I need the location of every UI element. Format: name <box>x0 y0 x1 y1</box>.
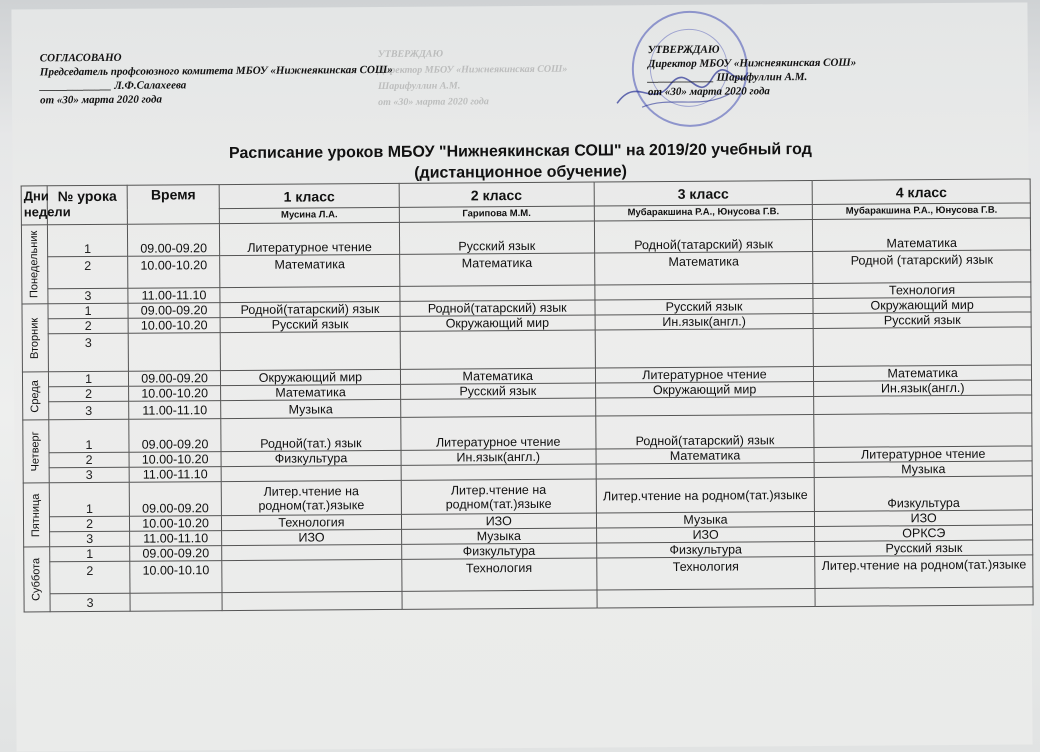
schedule-cell: Технология <box>222 514 402 530</box>
schedule-cell: Окружающий мир <box>595 381 814 398</box>
schedule-cell <box>402 590 597 609</box>
schedule-cell <box>814 395 1032 415</box>
header-class-2: 2 класс <box>399 182 594 207</box>
lesson-time: 09.00-09.20 <box>129 419 221 453</box>
approval-block-right <box>648 42 857 99</box>
schedule-cell: Русский язык <box>400 383 595 399</box>
lesson-time: 09.00-09.20 <box>129 482 221 517</box>
day-cell-thursday: Четверг <box>23 420 49 483</box>
schedule-cell <box>400 330 595 369</box>
day-cell-tuesday: Вторник <box>22 304 48 372</box>
schedule-cell: Русский язык <box>595 298 814 315</box>
schedule-cell: Математика <box>399 253 594 286</box>
day-cell-saturday: Суббота <box>24 547 50 612</box>
schedule-cell <box>220 331 400 370</box>
schedule-cell: ИЗО <box>596 526 815 543</box>
schedule-cell: ИЗО <box>222 529 402 545</box>
schedule-cell <box>596 462 815 479</box>
lesson-number: 2 <box>50 561 130 594</box>
schedule-cell: Физкультура <box>596 541 815 558</box>
bleed-through-text: УТВЕРЖДАЮ Директор МБОУ «Нижнеякинская СОШ» Шарифуллин А.М. от «30» марта 2020 года <box>377 48 568 108</box>
approval-left-signature-line: _____________ Л.Ф.Салахеева <box>39 79 187 93</box>
lesson-number: 3 <box>48 288 128 304</box>
schedule-cell: Математика <box>594 251 813 285</box>
schedule-cell: Математика <box>813 218 1031 252</box>
lesson-time: 09.00-09.20 <box>128 224 220 257</box>
schedule-cell <box>814 327 1032 367</box>
lesson-time: 09.00-09.20 <box>130 546 222 562</box>
lesson-number: 3 <box>49 467 129 483</box>
lesson-number: 1 <box>49 482 129 517</box>
schedule-cell: Литер.чтение на родном(тат.)языке <box>221 480 401 515</box>
lesson-time: 11.00-11.10 <box>130 531 222 547</box>
schedule-cell: Русский язык <box>815 540 1033 557</box>
lesson-time: 11.00-11.10 <box>129 401 221 420</box>
schedule-cell <box>222 559 402 592</box>
approval-block-left <box>40 49 393 107</box>
schedule-cell <box>401 464 596 480</box>
document-sheet <box>11 2 1032 751</box>
lesson-time: 10.00-10.20 <box>129 452 221 468</box>
lesson-time: 09.00-09.20 <box>129 371 221 387</box>
lesson-number: 1 <box>50 546 130 562</box>
schedule-cell: Технология <box>813 282 1031 299</box>
schedule-table <box>21 178 1034 612</box>
schedule-cell: Музыка <box>401 528 596 544</box>
schedule-cell: Физкультура <box>221 450 401 466</box>
lesson-time: 10.00-10.20 <box>130 516 222 532</box>
schedule-cell <box>597 588 816 608</box>
schedule-cell: Физкультура <box>815 476 1033 512</box>
lesson-number: 1 <box>49 419 129 453</box>
lesson-time: 10.00-10.20 <box>128 256 220 289</box>
schedule-cell: Родной(татарский) язык <box>595 414 814 449</box>
schedule-cell: Литературное чтение <box>814 446 1032 463</box>
day-cell-monday: Понедельник <box>21 225 48 304</box>
schedule-cell <box>595 283 814 300</box>
lesson-number: 3 <box>50 593 130 612</box>
lesson-time: 10.00-10.20 <box>128 318 220 334</box>
schedule-cell: Русский язык <box>399 221 594 254</box>
lesson-time: 10.00-10.10 <box>130 561 222 594</box>
lesson-number: 2 <box>49 516 129 532</box>
schedule-cell <box>221 465 401 481</box>
approval-right-date: от «30» марта 2020 года <box>647 85 770 99</box>
schedule-cell: ИЗО <box>401 513 596 529</box>
schedule-cell: Математика <box>814 365 1032 382</box>
schedule-cell: Технология <box>596 556 815 590</box>
schedule-cell: Технология <box>402 558 597 591</box>
header-time: Время <box>127 185 219 225</box>
schedule-cell: Математика <box>221 384 401 400</box>
approval-right-position: Директор МБОУ «Нижнеякинская СОШ» <box>647 56 857 71</box>
schedule-cell <box>814 413 1032 448</box>
lesson-number: 2 <box>49 386 129 402</box>
document-title: Расписание уроков МБОУ "Нижнеякинская СОШ" на 2019/20 учебный год <box>228 140 812 163</box>
lesson-number: 1 <box>48 371 128 387</box>
day-cell-friday: Пятница <box>23 483 49 547</box>
schedule-cell: Музыка <box>221 399 401 418</box>
schedule-cell: Окружающий мир <box>813 297 1031 314</box>
lesson-time: 10.00-10.20 <box>129 386 221 402</box>
schedule-cell <box>400 398 595 417</box>
teacher-class-4: Мубаракшина Р.А., Юнусова Г.В. <box>813 203 1031 220</box>
schedule-cell: Ин.язык(англ.) <box>401 449 596 465</box>
approval-right-heading: УТВЕРЖДАЮ <box>647 43 720 57</box>
schedule-cell: Окружающий мир <box>400 315 595 331</box>
schedule-cell: Окружающий мир <box>221 369 401 385</box>
schedule-cell: Математика <box>220 254 400 287</box>
schedule-cell <box>220 286 400 302</box>
schedule-cell: Русский язык <box>220 316 400 332</box>
lesson-time <box>128 333 220 372</box>
schedule-cell: Литературное чтение <box>595 366 814 383</box>
lesson-time: 11.00-11.10 <box>128 288 220 304</box>
schedule-cell: Литературное чтение <box>401 416 596 450</box>
teacher-class-3: Мубаракшина Р.А., Юнусова Г.В. <box>594 204 813 221</box>
schedule-cell: Музыка <box>814 461 1032 478</box>
schedule-cell: Родной(татарский) язык <box>594 219 813 253</box>
lesson-time: 11.00-11.10 <box>129 467 221 483</box>
lesson-time <box>130 593 222 612</box>
header-class-3: 3 класс <box>594 180 813 206</box>
header-lesson-number: № урока <box>47 185 127 225</box>
schedule-cell: Физкультура <box>401 543 596 559</box>
schedule-cell <box>222 544 402 560</box>
schedule-cell: Ин.язык(англ.) <box>814 380 1032 397</box>
schedule-cell: Русский язык <box>813 312 1031 329</box>
schedule-cell <box>815 587 1033 607</box>
schedule-cell: Родной(тат.) язык <box>221 417 401 451</box>
lesson-number: 2 <box>48 318 128 334</box>
approval-left-heading: СОГЛАСОВАНО <box>39 51 122 65</box>
day-cell-wednesday: Среда <box>22 372 48 420</box>
teacher-class-1: Мусина Л.А. <box>219 207 399 223</box>
schedule-cell <box>222 591 402 610</box>
schedule-cell: ИЗО <box>815 510 1033 527</box>
approval-left-position: Председатель профсоюзного комитета МБОУ «Нижнеякинская СОШ» <box>39 63 393 79</box>
lesson-number: 3 <box>50 531 130 547</box>
schedule-cell: Музыка <box>596 511 815 528</box>
schedule-cell: Родной(татарский) язык <box>400 300 595 316</box>
lesson-number: 3 <box>49 401 129 420</box>
schedule-cell <box>595 396 814 416</box>
schedule-cell: Литературное чтение <box>220 222 400 255</box>
header-days: Дни недели <box>21 186 47 225</box>
header-class-1: 1 класс <box>219 183 399 208</box>
lesson-number: 2 <box>48 256 128 289</box>
schedule-cell: Литер.чтение на родном(тат.)языке <box>596 477 815 513</box>
lesson-number: 2 <box>49 452 129 468</box>
schedule-cell <box>400 285 595 301</box>
schedule-cell: Родной(татарский) язык <box>220 301 400 317</box>
lesson-number: 1 <box>47 224 127 257</box>
approval-right-signature-line: ____________ Шарифуллин А.М. <box>647 71 808 85</box>
lesson-time: 09.00-09.20 <box>128 303 220 319</box>
lesson-number: 3 <box>48 333 128 372</box>
lesson-number: 1 <box>48 303 128 319</box>
schedule-cell: Литер.чтение на родном(тат.)языке <box>815 555 1033 589</box>
approval-left-date: от «30» марта 2020 года <box>40 93 162 107</box>
schedule-cell: Ин.язык(англ.) <box>595 313 814 330</box>
schedule-cell: Родной (татарский) язык <box>813 250 1031 284</box>
teacher-class-2: Гарипова М.М. <box>399 206 594 222</box>
schedule-cell: Литер.чтение на родном(тат.)языке <box>401 479 596 514</box>
schedule-cell <box>595 328 814 368</box>
schedule-cell: Математика <box>596 447 815 464</box>
header-class-4: 4 класс <box>812 179 1030 205</box>
schedule-cell: Математика <box>400 368 595 384</box>
schedule-cell: ОРКСЭ <box>815 525 1033 542</box>
document-subtitle: (дистанционное обучение) <box>414 163 628 182</box>
